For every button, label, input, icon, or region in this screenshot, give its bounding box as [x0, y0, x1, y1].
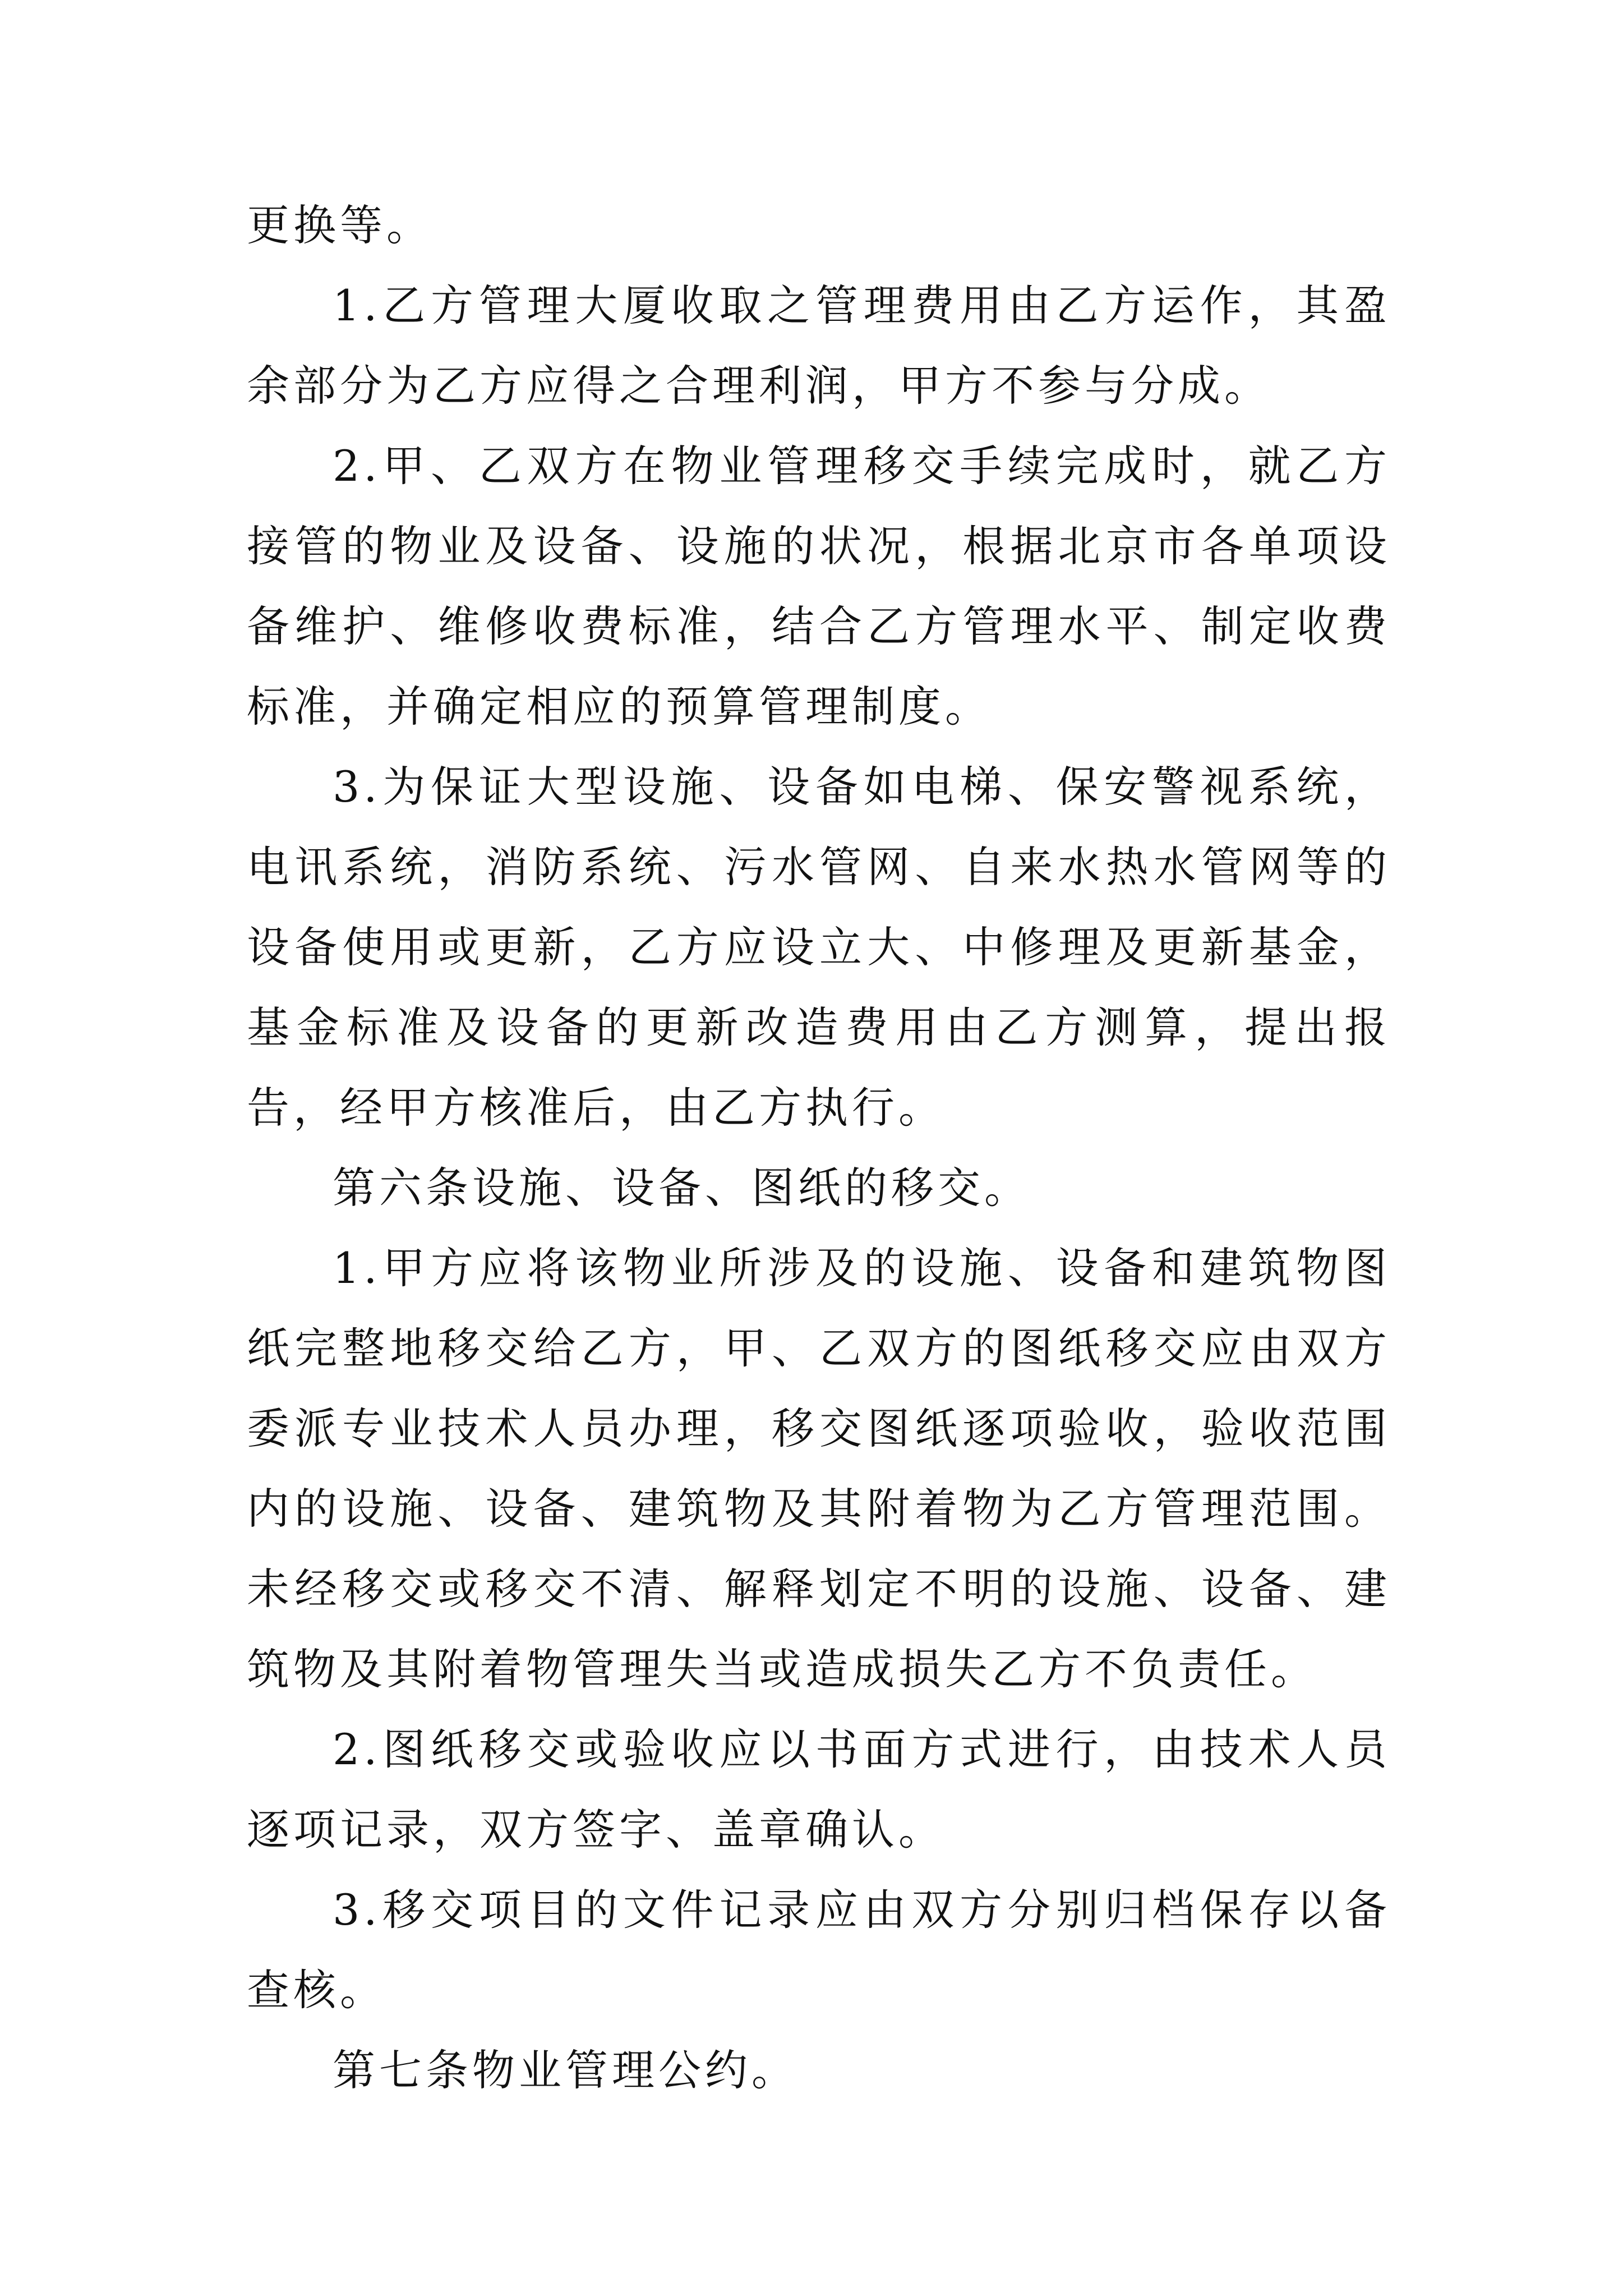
paragraph-article-6-clause-3: 3.移交项目的文件记录应由双方分别归档保存以备查核。 [247, 1885, 1391, 2015]
section-heading-article-7: 第七条物业管理公约。 [333, 2045, 798, 2095]
section-heading-article-6: 第六条设施、设备、图纸的移交。 [333, 1163, 1031, 1213]
paragraph-article-6-clause-1: 1.甲方应将该物业所涉及的设施、设备和建筑物图纸完整地移交给乙方，甲、乙双方的图纸移交应由双方委派专业技术人员办理，移交图纸逐项验收，验收范围内的设施、设备、建筑物及其附着物为乙方管理范围。未经移交或移交不清、解释划定不明的设施、设备、建筑物及其附着物管理失当或造成损失乙方不负责任。 [247, 1243, 1391, 1694]
paragraph-clause-2-fee-standard: 2.甲、乙双方在物业管理移交手续完成时，就乙方接管的物业及设备、设施的状况，根据北京市各单项设备维护、维修收费标准，结合乙方管理水平、制定收费标准，并确定相应的预算管理制度。 [247, 441, 1391, 731]
paragraph-article-6-clause-2: 2.图纸移交或验收应以书面方式进行，由技术人员逐项记录，双方签字、盖章确认。 [247, 1724, 1391, 1855]
paragraph-continuation: 更换等。 [247, 200, 433, 250]
paragraph-clause-3-maintenance-fund: 3.为保证大型设施、设备如电梯、保安警视系统，电讯系统，消防系统、污水管网、自来水热水管网等的设备使用或更新，乙方应设立大、中修理及更新基金，基金标准及设备的更新改造费用由乙方测算，提出报告，经甲方核准后，由乙方执行。 [247, 762, 1391, 1133]
paragraph-clause-1-profit: 1.乙方管理大厦收取之管理费用由乙方运作，其盈余部分为乙方应得之合理利润，甲方不参与分成。 [247, 280, 1391, 411]
document-body [247, 185, 1391, 2110]
